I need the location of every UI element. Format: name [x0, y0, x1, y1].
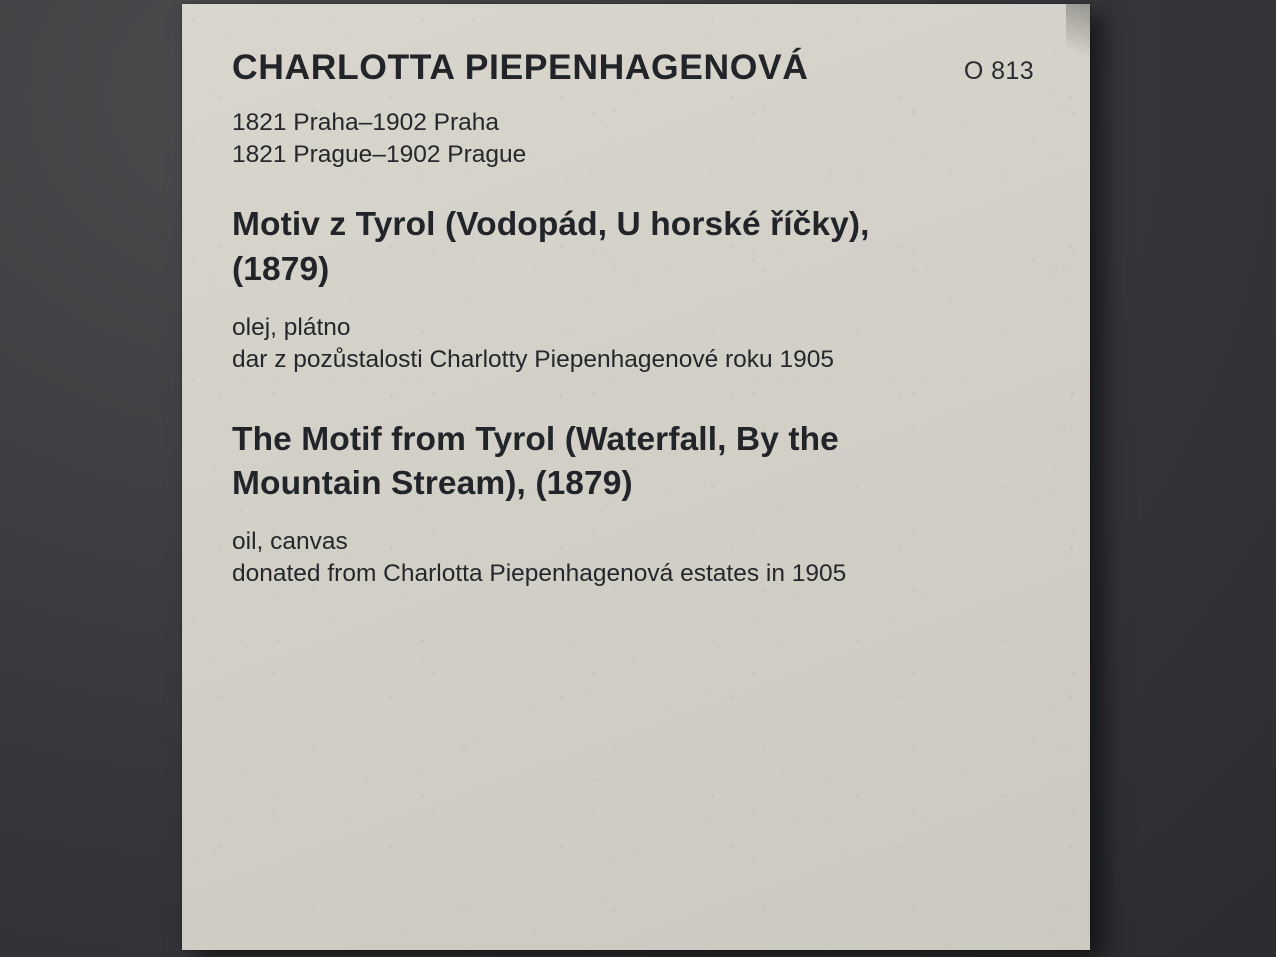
label-content: [182, 4, 1090, 590]
provenance-english: donated from Charlotta Piepenhagenová estates in 1905: [232, 559, 847, 587]
artwork-title-english: The Motif from Tyrol (Waterfall, By the Mountain Stream), (1879): [232, 420, 839, 502]
english-block: [232, 418, 1038, 590]
life-dates-czech: 1821 Praha–1902 Praha: [232, 108, 499, 136]
medium-english: oil, canvas: [232, 528, 348, 555]
artist-name: CHARLOTTA PIEPENHAGENOVÁ: [232, 47, 809, 87]
medium-czech: olej, plátno: [232, 313, 351, 341]
museum-wall-label: [182, 4, 1090, 950]
provenance-czech: dar z pozůstalosti Charlotty Piepenhagenové roku 1905: [232, 345, 834, 373]
artist-life-dates: [232, 107, 1038, 171]
life-dates-english: 1821 Prague–1902 Prague: [232, 140, 527, 168]
artwork-title-czech: Motiv z Tyrol (Vodopád, U horské říčky), (1879): [232, 206, 870, 288]
artwork-details-english: [232, 526, 1038, 590]
czech-block: [232, 203, 1038, 375]
artwork-details-czech: [232, 312, 1038, 376]
label-header: [232, 48, 1038, 88]
inventory-number: O 813: [963, 57, 1034, 85]
